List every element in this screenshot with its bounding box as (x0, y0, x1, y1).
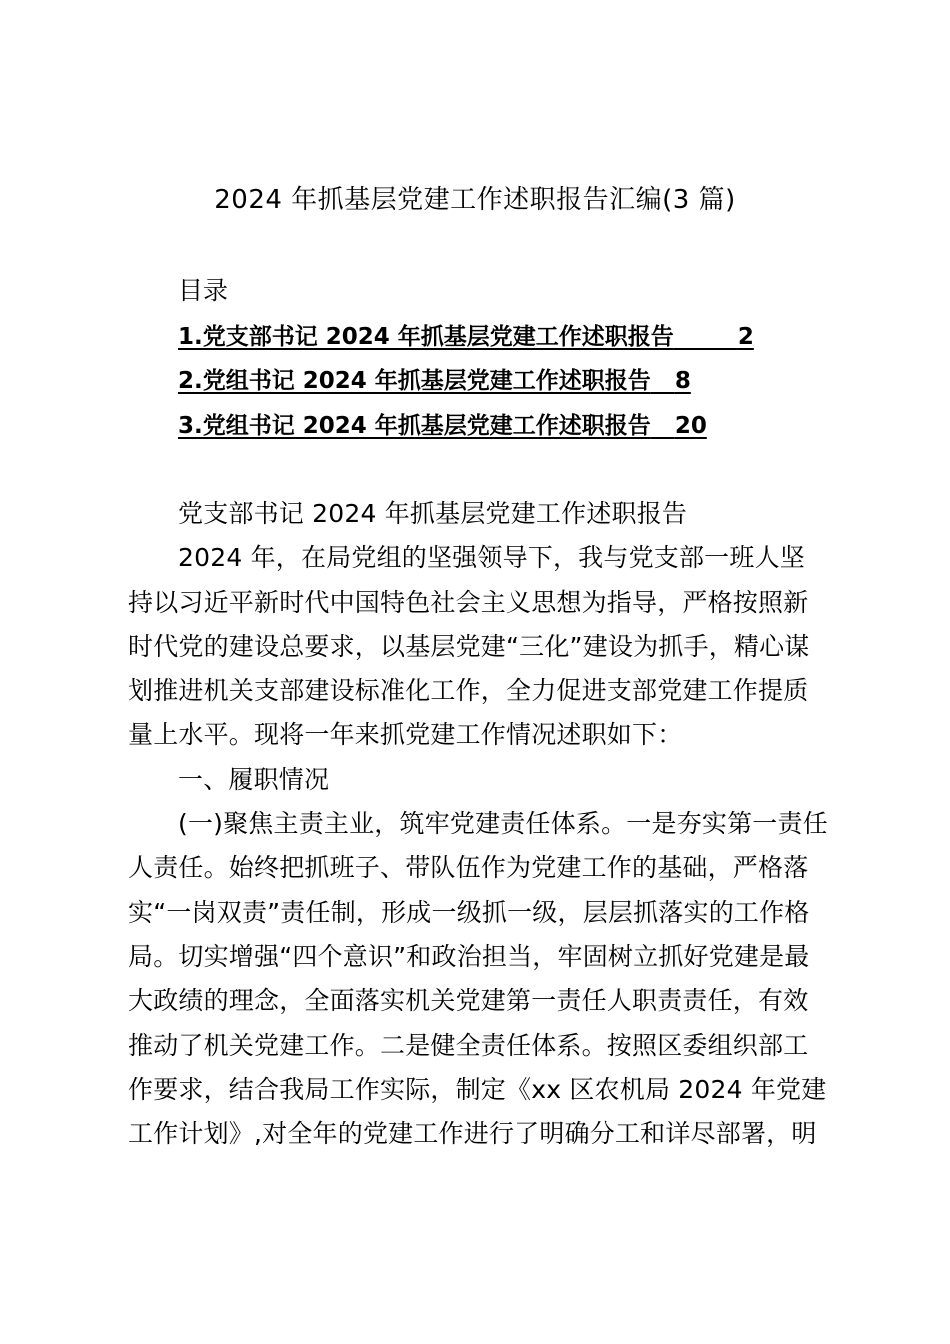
paragraph-line: 工作计划》,对全年的党建工作进行了明确分工和详尽部署，明 (128, 1119, 817, 1149)
paragraph-line: 2024 年，在局党组的坚强领导下，我与党支部一班人坚 (178, 543, 805, 573)
toc-page-3: 20 (674, 413, 707, 439)
toc-link-1[interactable] (178, 320, 754, 354)
document-title: 2024 年抓基层党建工作述职报告汇编(3 篇) (214, 185, 736, 215)
report-body (128, 492, 828, 1156)
paragraph-line: 作要求，结合我局工作实际，制定《xx 区农机局 2024 年党建 (128, 1074, 827, 1104)
paragraph-line: 持以习近平新时代中国特色社会主义思想为指导，严格按照新 (128, 587, 809, 617)
paragraph-line: 推动了机关党建工作。二是健全责任体系。按照区委组织部工 (128, 1030, 809, 1060)
paragraph-line: 量上水平。现将一年来抓党建工作情况述职如下： (128, 720, 683, 750)
toc-page-1: 2 (737, 324, 754, 350)
paragraph-line: 时代党的建设总要求，以基层党建“三化”建设为抓手，精心谋 (128, 631, 810, 661)
paragraph-line: 局。切实增强“四个意识”和政治担当，牢固树立抓好党建是最 (128, 941, 810, 971)
toc-label-3: 3.党组书记 2024 年抓基层党建工作述职报告 (178, 413, 651, 439)
section-heading: 一、履职情况 (178, 764, 330, 794)
paragraph-line: 人责任。始终把抓班子、带队伍作为党建工作的基础，严格落 (128, 853, 809, 883)
toc-page-2: 8 (674, 368, 691, 394)
toc-link-3[interactable] (178, 409, 707, 443)
toc-heading: 目录 (178, 276, 229, 305)
paragraph-line: 大政绩的理念，全面落实机关党建第一责任人职责责任，有效 (128, 986, 809, 1016)
paragraph-line: 划推进机关支部建设标准化工作，全力促进支部党建工作提质 (128, 676, 809, 706)
toc-link-2[interactable] (178, 364, 691, 398)
section-title: 党支部书记 2024 年抓基层党建工作述职报告 (178, 499, 688, 528)
toc-label-1: 1.党支部书记 2024 年抓基层党建工作述职报告 (178, 324, 674, 350)
toc-label-2: 2.党组书记 2024 年抓基层党建工作述职报告 (178, 368, 651, 394)
paragraph-line: (一)聚焦主责主业，筑牢党建责任体系。一是夯实第一责任 (178, 809, 828, 839)
paragraph-line: 实“一岗双责”责任制，形成一级抓一级，层层抓落实的工作格 (128, 897, 810, 927)
